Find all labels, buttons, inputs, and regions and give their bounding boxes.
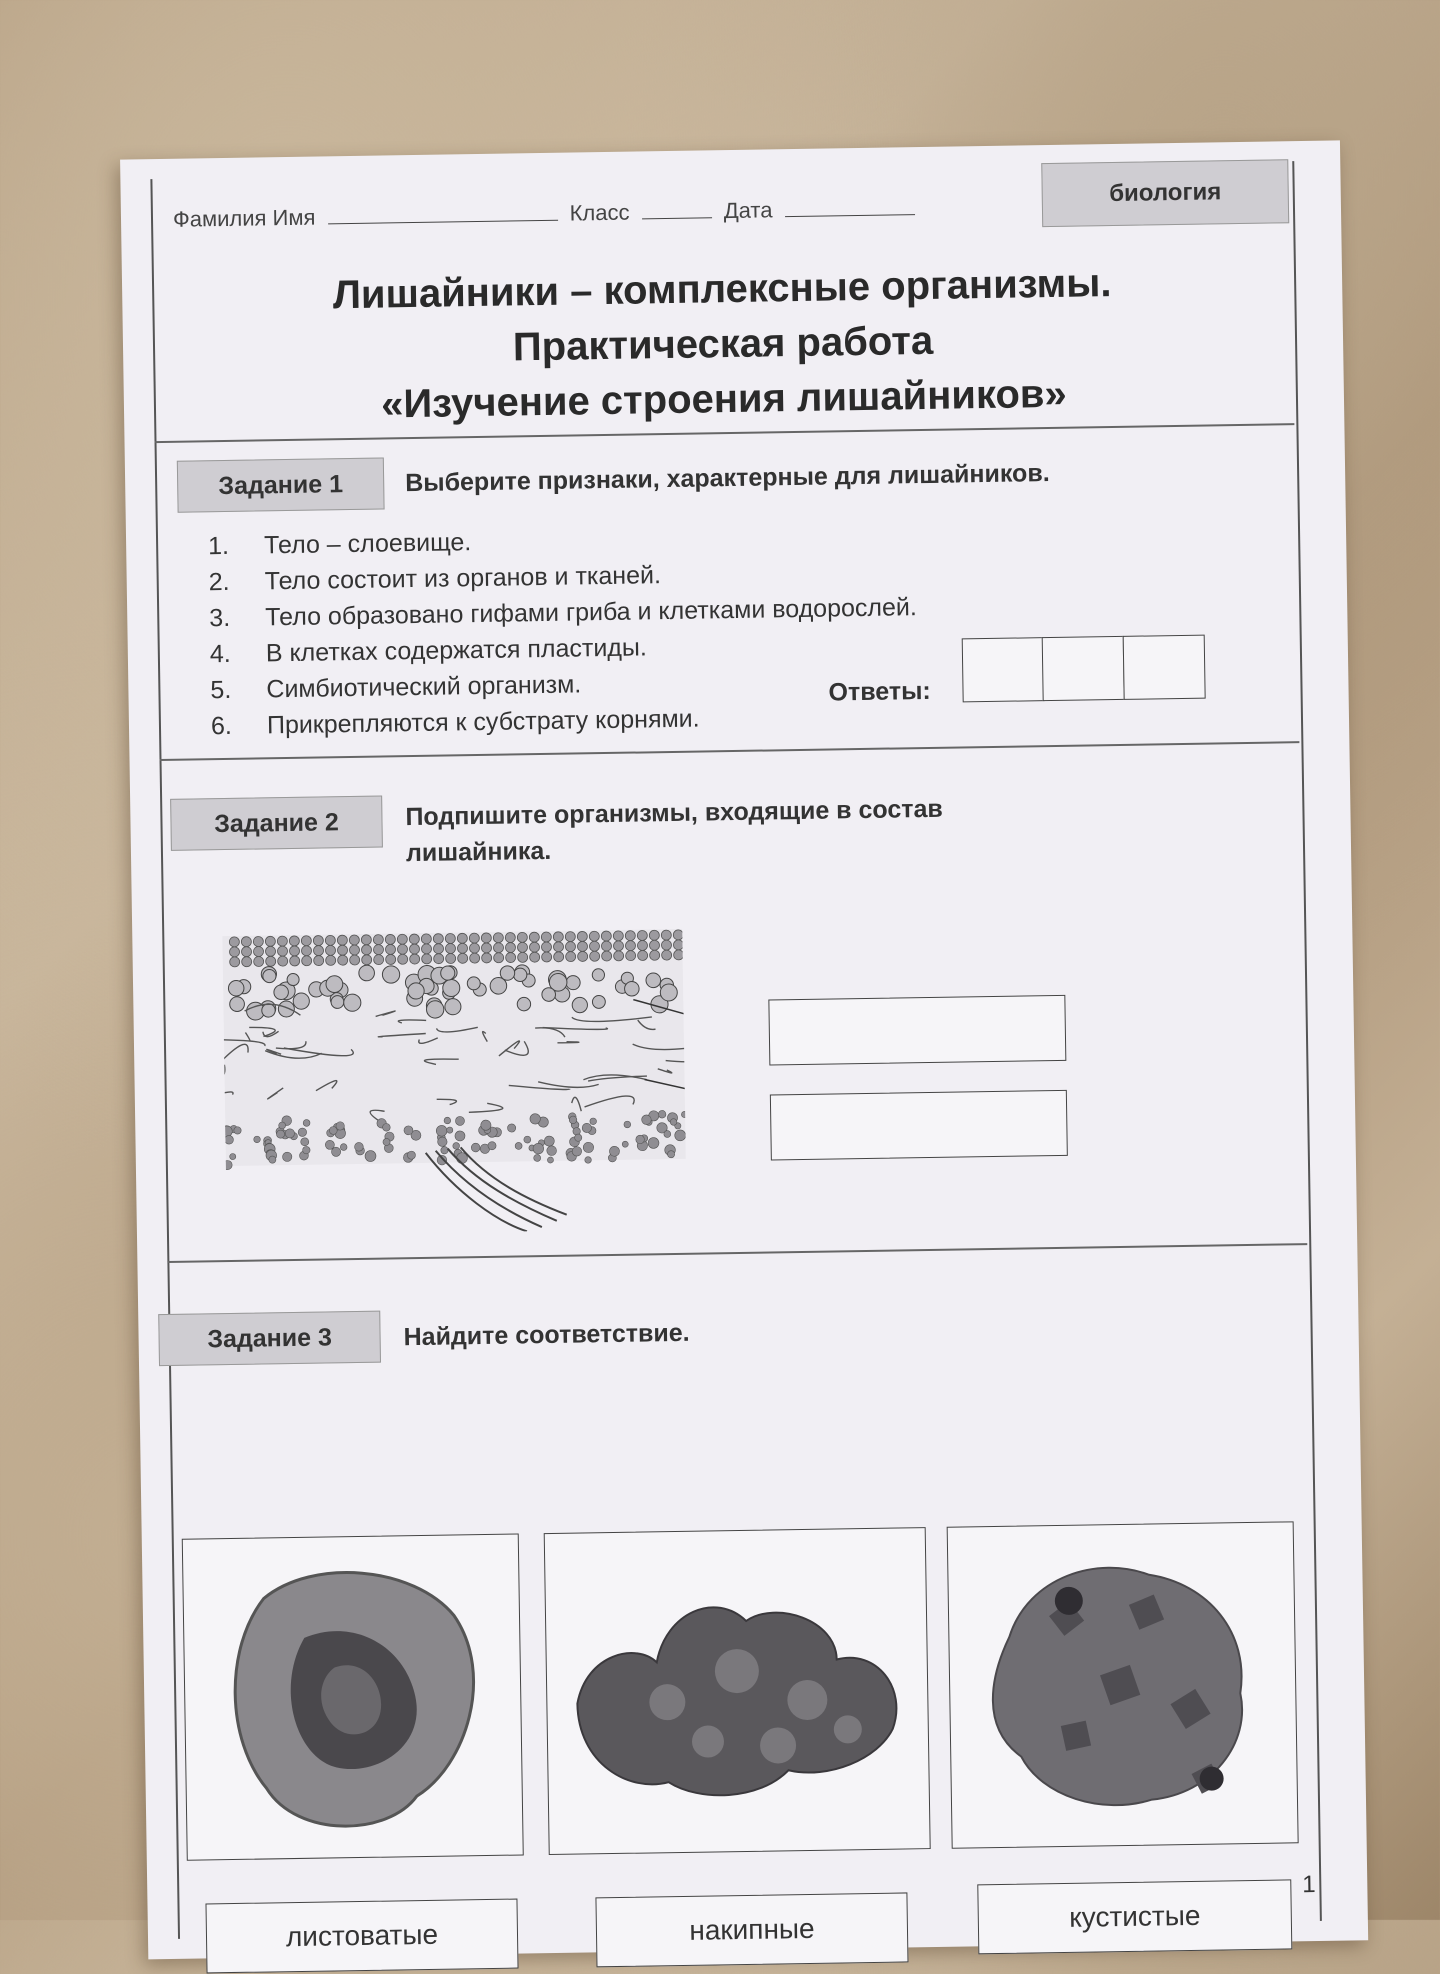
title-line-3: «Изучение строения лишайников»	[380, 371, 1067, 427]
answer-cell-3[interactable]	[1122, 635, 1205, 700]
option-item: 6. Прикрепляются к субстрату корнями.	[210, 704, 700, 741]
lichen-picture-2	[544, 1527, 931, 1855]
page-title	[152, 253, 1294, 436]
answer-cell-1[interactable]	[961, 637, 1044, 702]
page-number: 1	[1302, 1871, 1316, 1899]
date-label: Дата	[723, 197, 773, 224]
title-line-2: Практическая работа	[512, 318, 934, 370]
answers-label: Ответы:	[828, 676, 931, 707]
option-item: 1. Тело – слоевище.	[207, 528, 472, 561]
class-label: Класс	[569, 199, 630, 226]
subject-badge: биология	[1041, 159, 1289, 227]
answer-cell-2[interactable]	[1042, 636, 1125, 701]
task1-tag: Задание 1	[177, 457, 385, 512]
worksheet-page	[120, 140, 1368, 1959]
task2-prompt: Подпишите организмы, входящие в состав лишайника.	[405, 794, 943, 868]
word-box-2[interactable]: накипные	[595, 1892, 908, 1967]
lichen-cross-section-diagram	[222, 929, 687, 1236]
name-label: Фамилия Имя	[172, 204, 316, 232]
label-box-top[interactable]	[768, 995, 1066, 1066]
word-box-1[interactable]: листоватые	[205, 1899, 518, 1974]
label-box-bottom[interactable]	[770, 1090, 1068, 1161]
task3-tag: Задание 3	[158, 1311, 381, 1366]
name-line[interactable]	[328, 219, 558, 225]
word-box-3[interactable]: кустистые	[977, 1879, 1292, 1954]
lichen-picture-3	[947, 1521, 1299, 1848]
option-item: 2. Тело состоит из органов и тканей.	[208, 561, 662, 597]
option-item: 4. В клетках содержатся пластиды.	[209, 633, 648, 669]
title-line-1: Лишайники – комплексные организмы.	[332, 261, 1112, 318]
option-item: 5. Симбиотический организм.	[210, 670, 582, 705]
task1-options	[196, 517, 919, 744]
task2-tag: Задание 2	[170, 796, 383, 851]
date-line[interactable]	[785, 213, 915, 217]
task1-prompt: Выберите признаки, характерные для лишайников.	[404, 459, 1050, 498]
option-item: 3. Тело образовано гифами гриба и клетками водорослей.	[209, 593, 918, 633]
lichen-picture-1	[182, 1533, 524, 1860]
answer-boxes	[963, 635, 1205, 703]
class-line[interactable]	[642, 216, 712, 219]
task3-prompt: Найдите соответствие.	[403, 1318, 690, 1352]
